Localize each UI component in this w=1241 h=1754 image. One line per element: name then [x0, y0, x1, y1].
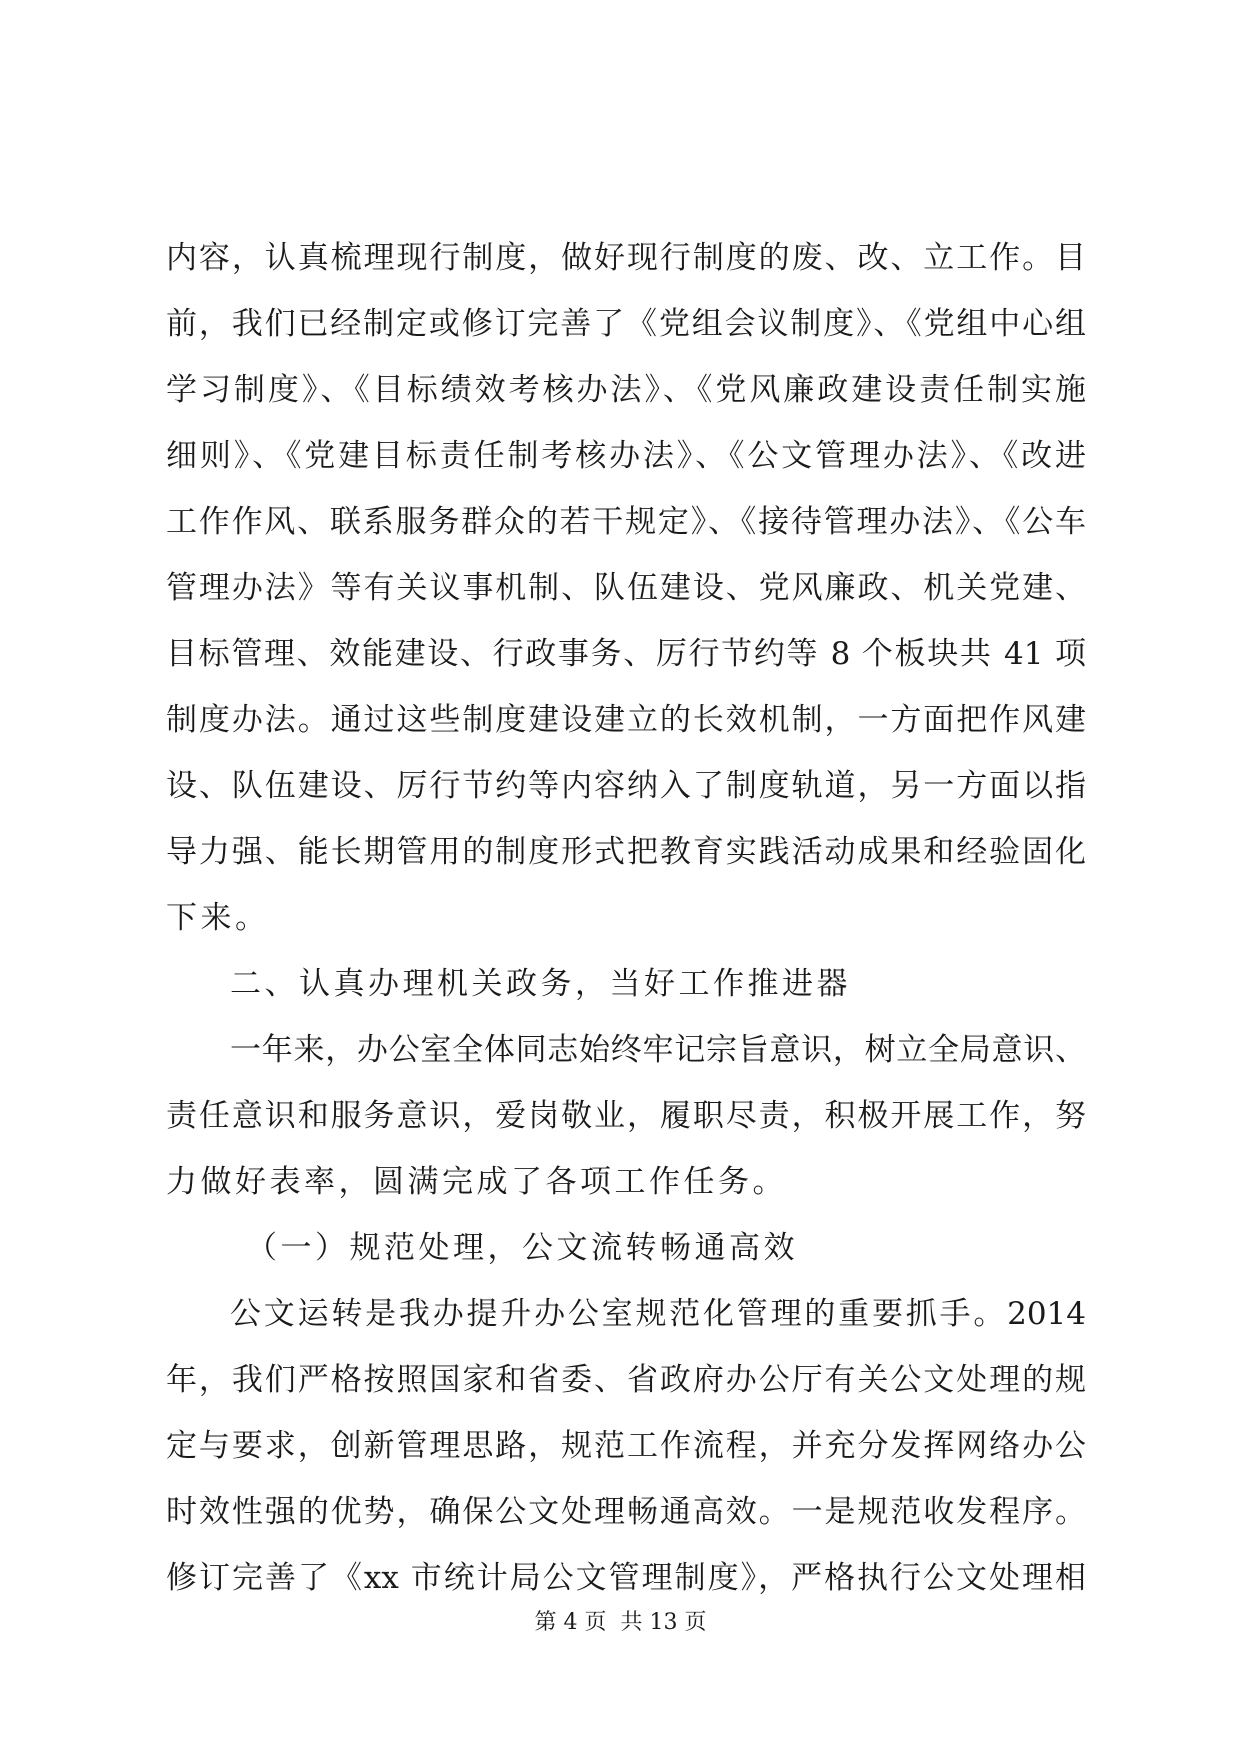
paragraph-line: 公文运转是我办提升办公室规范化管理的重要抓手。2014	[230, 1296, 1086, 1332]
paragraph-line: 细则》、《党建目标责任制考核办法》、《公文管理办法》、《改进	[166, 438, 1086, 474]
paragraph-line: 力做好表率，圆满完成了各项工作任务。	[166, 1164, 787, 1200]
paragraph-line: 定与要求，创新管理思路，规范工作流程，并充分发挥网络办公	[166, 1428, 1086, 1464]
section-heading: 二、认真办理机关政务，当好工作推进器	[230, 966, 851, 1002]
paragraph-line: 导力强、能长期管用的制度形式把教育实践活动成果和经验固化	[166, 834, 1086, 870]
paragraph-line: 下来。	[166, 900, 270, 936]
paragraph-line: 一年来，办公室全体同志始终牢记宗旨意识，树立全局意识、	[230, 1032, 1086, 1068]
paragraph-line: 时效性强的优势，确保公文处理畅通高效。一是规范收发程序。	[166, 1494, 1086, 1530]
page-footer	[0, 1608, 1241, 1638]
paragraph-line: 年，我们严格按照国家和省委、省政府办公厅有关公文处理的规	[166, 1362, 1086, 1398]
document-body	[166, 225, 1086, 1611]
subsection-heading: （一）规范处理，公文流转畅通高效	[246, 1230, 798, 1266]
paragraph-line: 工作作风、联系服务群众的若干规定》、《接待管理办法》、《公车	[166, 504, 1086, 540]
paragraph-line: 内容，认真梳理现行制度，做好现行制度的废、改、立工作。目	[166, 240, 1086, 276]
paragraph-line: 目标管理、效能建设、行政事务、厉行节约等 8 个板块共 41 项	[166, 636, 1086, 672]
paragraph-line: 前，我们已经制定或修订完善了《党组会议制度》、《党组中心组	[166, 306, 1086, 342]
paragraph-line: 学习制度》、《目标绩效考核办法》、《党风廉政建设责任制实施	[166, 372, 1086, 408]
paragraph-line: 管理办法》等有关议事机制、队伍建设、党风廉政、机关党建、	[166, 570, 1086, 606]
paragraph-line: 修订完善了《xx 市统计局公文管理制度》，严格执行公文处理相	[166, 1560, 1086, 1596]
paragraph-line: 设、队伍建设、厉行节约等内容纳入了制度轨道，另一方面以指	[166, 768, 1086, 804]
paragraph-line: 责任意识和服务意识，爱岗敬业，履职尽责，积极开展工作，努	[166, 1098, 1086, 1134]
page-number: 第 4 页 共 13 页	[534, 1610, 707, 1635]
paragraph-line: 制度办法。通过这些制度建设建立的长效机制，一方面把作风建	[166, 702, 1086, 738]
